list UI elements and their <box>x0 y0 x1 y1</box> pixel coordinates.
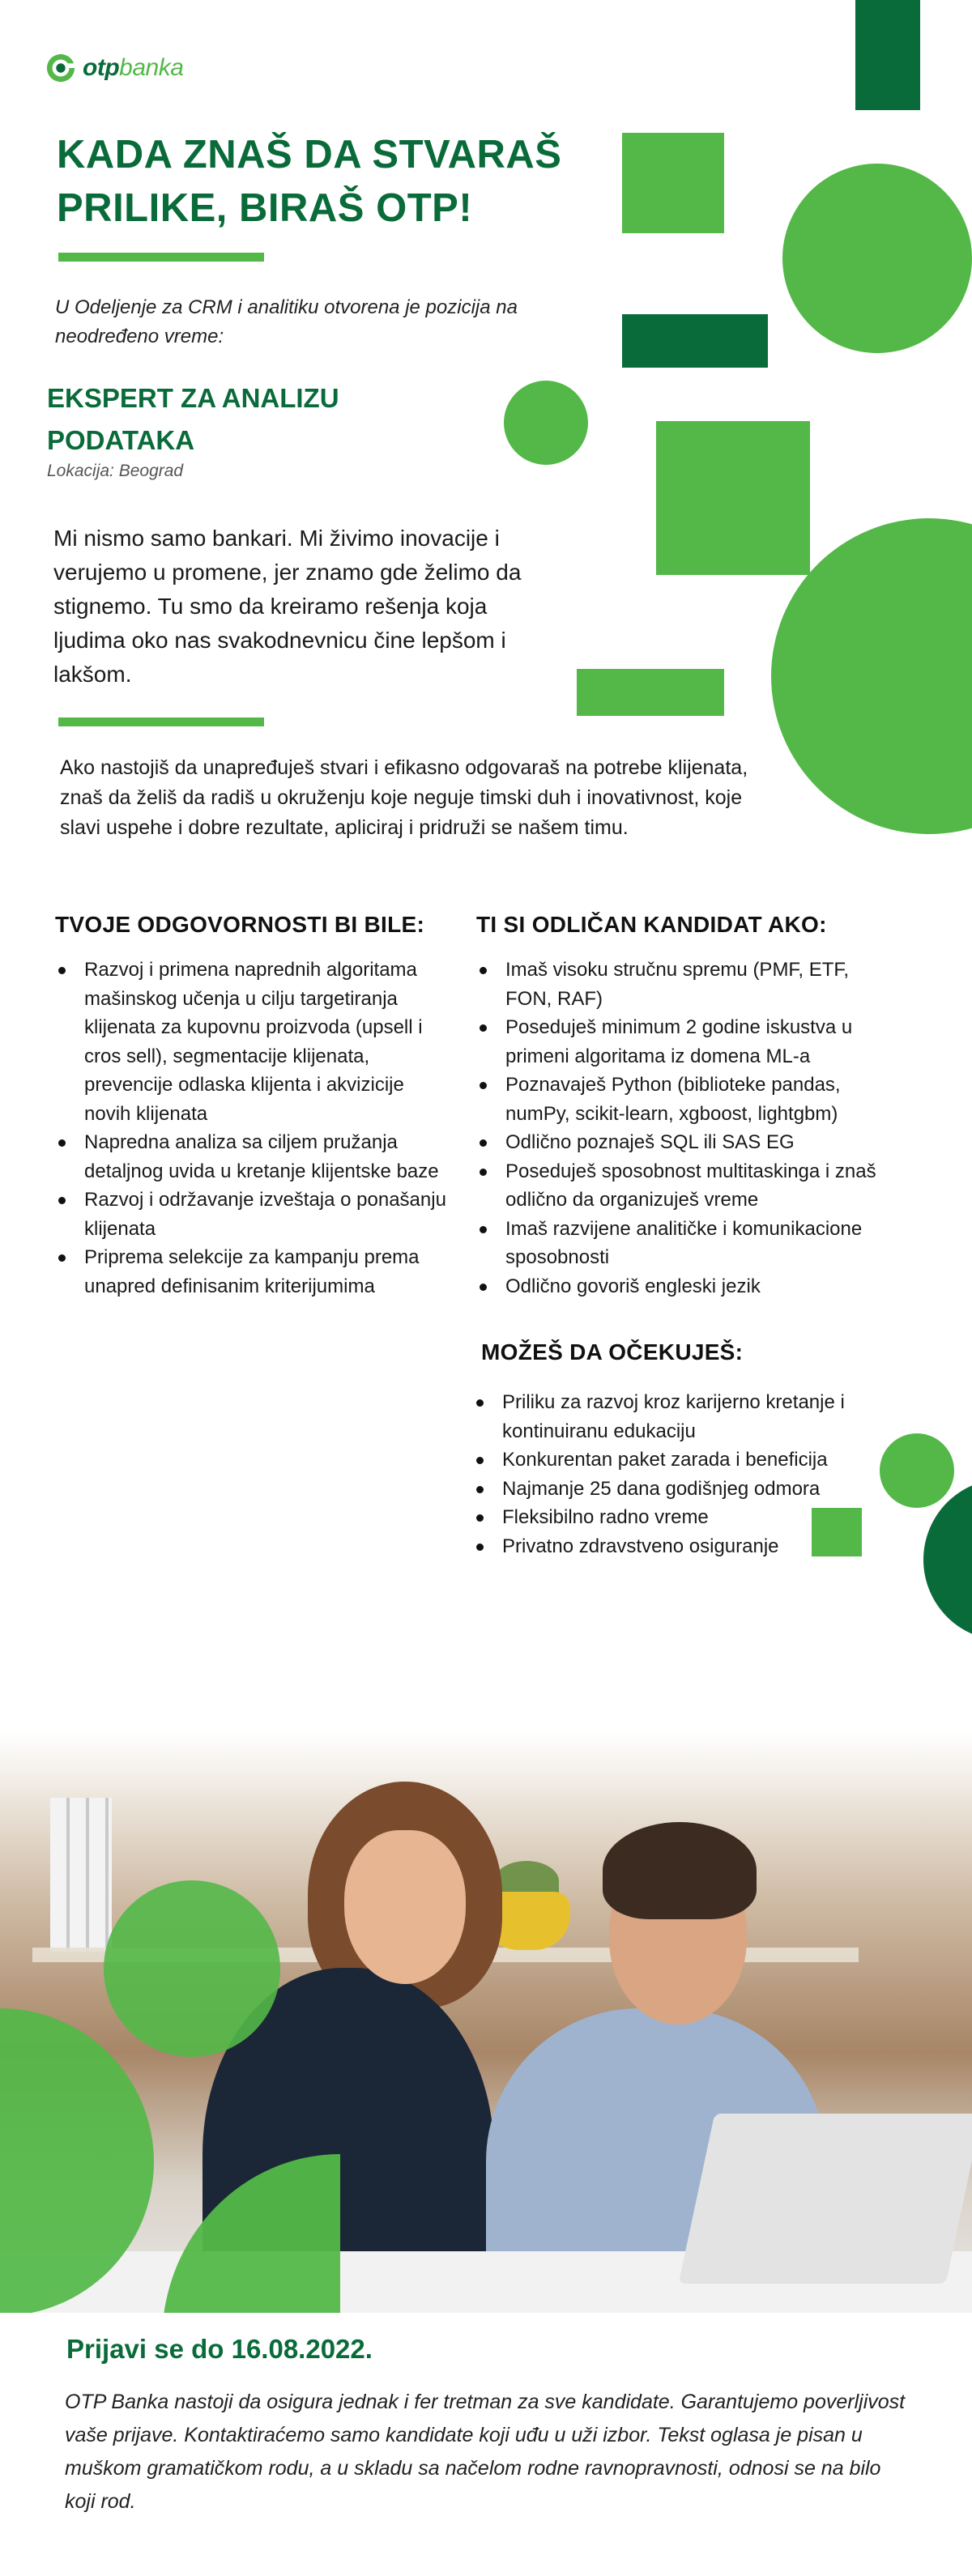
lead-paragraph: Mi nismo samo bankari. Mi živimo inovacije i verujemo u promene, jer znamo gde želimo da stignemo. Tu smo da kreiramo rešenja koja ljudima oko nas svakodnevnicu čine lepšom i lakšom. <box>53 526 522 687</box>
application-deadline: Prijavi se do 16.08.2022. <box>66 2334 373 2364</box>
list-item: Poseduješ minimum 2 godine iskustva u primeni algoritama iz domena ML-a <box>476 1013 881 1071</box>
list-item: Razvoj i održavanje izveštaja o ponašanju klijenata <box>55 1186 454 1243</box>
candidate-heading: TI SI ODLIČAN KANDIDAT AKO: <box>476 912 827 937</box>
list-item: Imaš razvijene analitičke i komunikacione sposobnosti <box>476 1215 881 1272</box>
list-item: Odlično govoriš engleski jezik <box>476 1272 881 1301</box>
job-title: EKSPERT ZA ANALIZU PODATAKA <box>47 383 339 455</box>
list-item: Imaš visoku stručnu spremu (PMF, ETF, FON, RAF) <box>476 956 881 1013</box>
list-item: Poseduješ sposobnost multitaskinga i znaš odlično da organizuješ vreme <box>476 1157 881 1215</box>
accent-bar-1 <box>58 253 264 262</box>
expect-list <box>473 1388 870 1561</box>
list-item: Privatno zdravstveno osiguranje <box>473 1532 870 1561</box>
laptop <box>679 2114 972 2284</box>
expect-heading: MOŽEŠ DA OČEKUJEŠ: <box>481 1339 744 1365</box>
list-item: Priliku za razvoj kroz karijerno kretanje i kontinuiranu edukaciju <box>473 1388 870 1446</box>
job-location: Lokacija: Beograd <box>47 462 184 480</box>
decor-circle-3 <box>880 1433 954 1508</box>
list-item: Priprema selekcije za kampanju prema unapred definisanim kriterijumima <box>55 1243 454 1301</box>
team-photo <box>0 1733 972 2313</box>
list-item: Razvoj i primena naprednih algoritama mašinskog učenja u cilju targetiranja klijenata za kupovnu proizvoda (upsell i cros sell), segmentacije klijenata, prevencije odlaska klijenta i akvizicije novih klijenata <box>55 956 454 1128</box>
footer-disclaimer: OTP Banka nastoji da osigura jednak i fer tretman za sve kandidate. Garantujemo poverljivost vaše prijave. Kontaktiraćemo samo kandidate koji uđu u uži izbor. Tekst oglasa je pisan u muškom gramatičkom rodu, a u skladu sa načelom rodne ravnopravnosti, odnosi se na bilo koji rod. <box>65 2391 906 2513</box>
decor-circle-1 <box>782 164 972 353</box>
list-item: Fleksibilno radno vreme <box>473 1503 870 1532</box>
list-item: Odlično poznaješ SQL ili SAS EG <box>476 1128 881 1157</box>
page-headline: KADA ZNAŠ DA STVARAŠ PRILIKE, BIRAŠ OTP! <box>57 133 562 230</box>
list-item: Poznavaješ Python (biblioteke pandas, numPy, scikit-learn, xgboost, lightgbm) <box>476 1071 881 1128</box>
decor-rect-top <box>855 0 920 110</box>
logo-wordmark <box>83 54 183 82</box>
responsibilities-list <box>55 956 454 1301</box>
logo-text-banka: banka <box>119 54 184 81</box>
decor-rect-3 <box>577 669 724 716</box>
list-item: Najmanje 25 dana godišnjeg odmora <box>473 1475 870 1504</box>
list-item: Napredna analiza sa ciljem pružanja detaljnog uvida u kretanje klijentske baze <box>55 1128 454 1186</box>
decor-circle-small <box>504 381 588 465</box>
woman-face <box>344 1830 466 1984</box>
otp-logo <box>45 52 183 84</box>
logo-text-otp: otp <box>83 54 120 81</box>
otp-logo-icon <box>45 53 76 83</box>
photo-circle-1 <box>104 1880 280 2057</box>
responsibilities-heading: TVOJE ODGOVORNOSTI BI BILE: <box>55 912 425 937</box>
list-item: Konkurentan paket zarada i beneficija <box>473 1446 870 1475</box>
candidate-list <box>476 956 881 1301</box>
intro-text: U Odeljenje za CRM i analitiku otvorena je pozicija na neodređeno vreme: <box>55 296 518 347</box>
accent-bar-2 <box>58 717 264 726</box>
man-hair <box>603 1822 757 1919</box>
decor-rect-2 <box>622 314 768 368</box>
bookshelf <box>50 1798 112 1952</box>
body-paragraph: Ako nastojiš da unapređuješ stvari i efikasno odgovaraš na potrebe klijenata, znaš da želiš da radiš u okruženju koje neguje timski duh i inovativnost, koje slavi uspehe i dobre rezultate, apliciraj i pridruži se našem timu. <box>60 756 748 839</box>
decor-square-1 <box>622 133 724 233</box>
decor-square-2 <box>656 421 810 575</box>
